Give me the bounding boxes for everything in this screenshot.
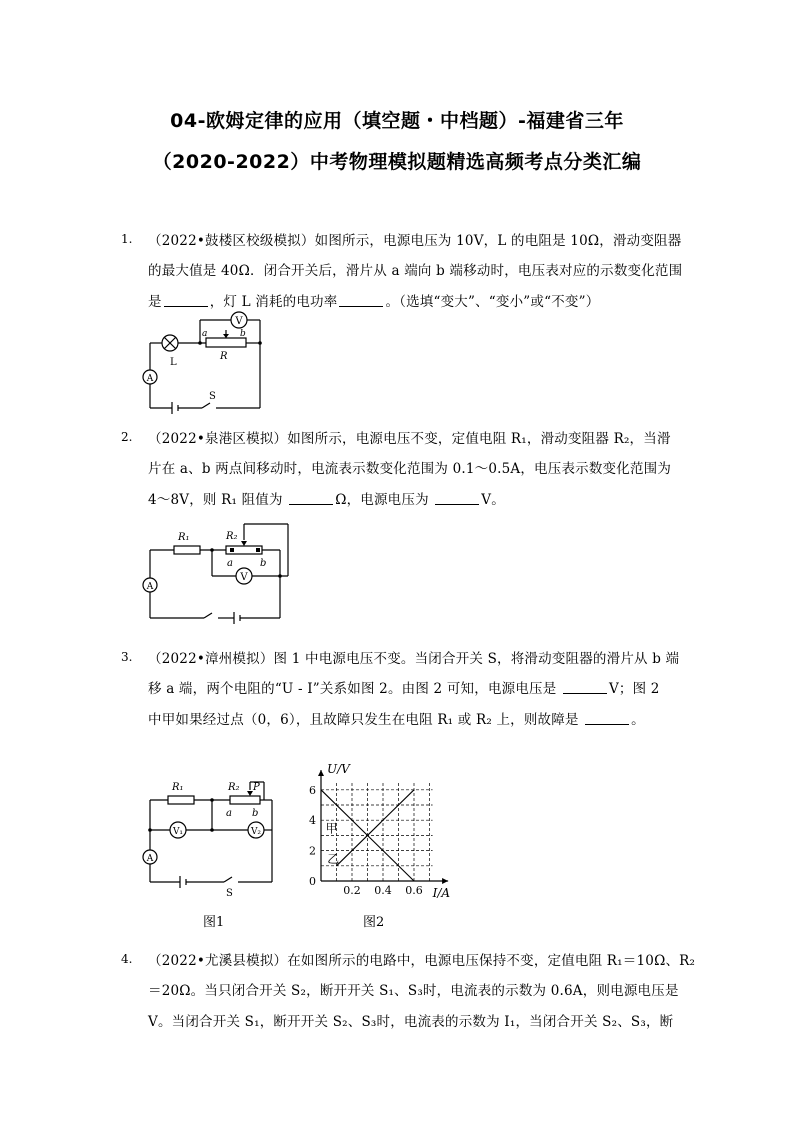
- label-b: b: [252, 808, 259, 819]
- question-1-text-c: 。（选填“变大”、“变小”或“不变”）: [385, 294, 600, 310]
- x-tick-label: 0.2: [343, 884, 361, 897]
- doc-title-line1: 04-欧姆定律的应用（填空题・中档题）-福建省三年: [170, 110, 624, 132]
- answer-blank[interactable]: [164, 294, 208, 307]
- question-2-line1: （2022•泉港区模拟）如图所示，电源电压不变，定值电阻 R₁，滑动变阻器 R₂，当滑: [148, 431, 671, 447]
- question-1-number: 1.: [121, 232, 133, 246]
- label-a: a: [227, 558, 233, 569]
- answer-blank[interactable]: [585, 712, 629, 725]
- voltmeter1-label: V₁: [172, 827, 184, 837]
- voltmeter-label: V: [240, 572, 248, 583]
- ammeter-label: A: [146, 582, 154, 592]
- q3-figure1-circuit: [138, 770, 278, 899]
- question-3-line3: [148, 708, 688, 728]
- question-3-number: 3.: [121, 650, 133, 664]
- label-a: a: [226, 808, 232, 819]
- y-axis-arrow: [318, 770, 324, 776]
- label-r: R: [220, 351, 228, 362]
- label-r1: R₁: [178, 532, 190, 543]
- y-tick-label: 2: [309, 844, 316, 858]
- label-a: a: [202, 329, 208, 339]
- x-axis-label: I/A: [432, 886, 451, 900]
- question-3-text-b: V；图 2: [608, 681, 660, 697]
- label-l: L: [170, 357, 177, 368]
- q2-circuit-figure: [138, 520, 288, 620]
- y-axis-label: U/V: [327, 762, 350, 777]
- switch-label: S: [209, 391, 216, 402]
- label-r2: R₂: [228, 782, 240, 793]
- question-2-text-c: V。: [481, 492, 505, 508]
- question-2-line2: 片在 a、b 两点间移动时，电流表示数变化范围为 0.1～0.5A，电压表示数变化范围为: [148, 461, 672, 477]
- label-b: b: [260, 558, 267, 569]
- question-2-number: 2.: [121, 430, 133, 444]
- question-4-line1: （2022•尤溪县模拟）在如图所示的电路中，电源电压保持不变，定值电阻 R₁＝10Ω、R₂: [148, 953, 696, 969]
- x-axis-arrow: [442, 878, 448, 884]
- answer-blank[interactable]: [563, 681, 607, 694]
- x-tick-label: 0.4: [374, 884, 392, 897]
- label-r1: R₁: [172, 782, 184, 793]
- question-4-line2: ＝20Ω。当只闭合开关 S₂，断开开关 S₁、S₃时，电流表的示数为 0.6A，则电源电压是: [148, 983, 679, 999]
- voltmeter2-label: V₂: [250, 827, 262, 837]
- question-3-text-a: 移 a 端，两个电阻的“U - I”关系如图 2。由图 2 可知，电源电压是: [148, 681, 557, 697]
- question-1-text-a: 是: [148, 294, 162, 310]
- y-tick-label: 0: [309, 875, 316, 888]
- switch-label: S: [226, 888, 233, 899]
- label-r2: R₂: [226, 531, 238, 542]
- question-4-line3: V。当闭合开关 S₁，断开开关 S₂、S₃时，电流表的示数为 I₁，当闭合开关 S₂、S₃，断: [148, 1014, 674, 1030]
- question-3-line1: （2022•漳州模拟）图 1 中电源电压不变。当闭合开关 S，将滑动变阻器的滑片从 b 端: [148, 651, 680, 667]
- question-1-line1: （2022•鼓楼区校级模拟）如图所示，电源电压为 10V，L 的电阻是 10Ω，滑动变阻器: [148, 233, 682, 249]
- figure2-caption: 图2: [363, 915, 385, 930]
- question-4-number: 4.: [121, 952, 133, 966]
- question-2-line3: [148, 488, 688, 508]
- question-1-line2: 的最大值是 40Ω．闭合开关后，滑片从 a 端向 b 端移动时，电压表对应的示数变化范围: [148, 263, 683, 279]
- label-p: P: [253, 782, 260, 793]
- ammeter-label: A: [146, 854, 154, 864]
- question-2-text-b: Ω，电源电压为: [335, 492, 429, 508]
- label-b: b: [240, 329, 246, 339]
- answer-blank[interactable]: [339, 294, 383, 307]
- voltmeter-label: V: [235, 316, 243, 327]
- answer-blank[interactable]: [289, 492, 333, 505]
- figure1-caption: 图1: [203, 915, 225, 930]
- y-tick-label: 4: [309, 814, 316, 828]
- series-label-1: 甲: [325, 821, 338, 836]
- question-1-line3: [148, 290, 688, 310]
- doc-title-line2: （2020-2022）中考物理模拟题精选高频考点分类汇编: [152, 151, 642, 173]
- question-3-text-c: 中甲如果经过点（0，6），且故障只发生在电阻 R₁ 或 R₂ 上，则故障是: [148, 712, 579, 728]
- question-3-text-d: 。: [631, 712, 645, 728]
- y-tick-label: 6: [309, 783, 316, 797]
- question-3-line2: [148, 677, 688, 697]
- x-tick-label: 0.6: [405, 884, 423, 897]
- series-label-2: 乙: [327, 851, 340, 866]
- series-line-2: [337, 790, 415, 866]
- q3-figure2-ui-chart: [303, 738, 463, 898]
- ammeter-label: A: [146, 374, 154, 384]
- answer-blank[interactable]: [435, 492, 479, 505]
- q1-circuit-figure: [138, 310, 278, 410]
- question-2-text-a: 4～8V，则 R₁ 阻值为: [148, 492, 283, 508]
- question-1-text-b: ，灯 L 消耗的电功率: [209, 294, 338, 310]
